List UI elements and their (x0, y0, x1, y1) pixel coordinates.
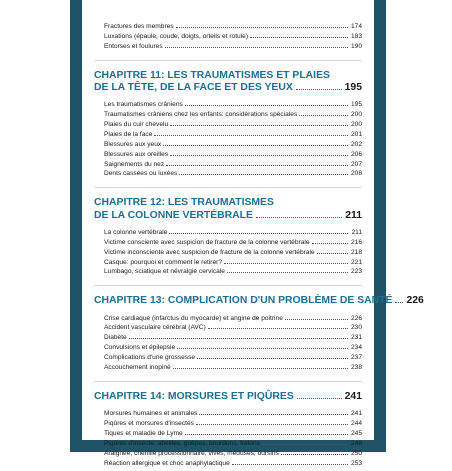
chapter-title-line1: CHAPITRE 12: LES TRAUMATISMES (94, 197, 274, 209)
section-divider (94, 187, 362, 188)
chapter-title: CHAPITRE 13: COMPLICATION D'UN PROBLÈME DE SANTÉ (94, 295, 393, 307)
toc-entry (94, 314, 362, 324)
leader-dots (129, 333, 348, 339)
entry-page: 231 (350, 334, 362, 342)
toc-entry (94, 32, 362, 42)
entry-page: 253 (350, 459, 362, 467)
entry-page: 200 (350, 120, 362, 128)
entry-title: Casque: pourquoi et comment le retirer? (104, 258, 223, 266)
chapter-page: 195 (344, 81, 362, 93)
leader-dots (173, 363, 348, 369)
section-divider (94, 285, 362, 286)
toc-entry (94, 42, 362, 52)
chapter-heading-12 (94, 197, 362, 221)
entry-page: 206 (350, 150, 362, 158)
leader-dots (250, 32, 348, 38)
leader-dots (227, 267, 348, 273)
leader-dots (176, 22, 348, 28)
entry-title: Tiques et maladie de Lyme (104, 429, 183, 437)
entry-title: Piqûres d'insecte: abeilles, guêpes, bourdons, frelons (104, 439, 260, 447)
entry-page: 230 (350, 324, 362, 332)
entry-title: Victime consciente avec suspicion de fracture de la colonne vertébrale (104, 238, 310, 246)
entry-title: Plaies de la face (104, 130, 153, 138)
entry-page: 190 (350, 42, 362, 50)
toc-entry (94, 363, 362, 373)
entry-title: Convulsions et épilepsie (104, 344, 176, 352)
toc-page (82, 0, 424, 467)
entry-page: 200 (350, 111, 362, 119)
toc-entry (94, 459, 362, 469)
chapter-12-entries (94, 228, 362, 280)
leader-dots (170, 150, 348, 156)
leader-dots (232, 459, 348, 465)
entry-title: Fractures des membres (104, 23, 174, 30)
entry-page: 226 (350, 314, 362, 322)
leader-dots (199, 409, 348, 415)
entry-page: 211 (351, 228, 362, 236)
entry-title: Accident vasculaire cérébral (AVC) (104, 324, 206, 332)
section-divider (94, 381, 362, 382)
chapter-page: 226 (406, 295, 424, 307)
leader-dots (163, 140, 348, 146)
leader-dots (262, 439, 348, 445)
chapter-title: DE LA TÊTE, DE LA FACE ET DES YEUX (94, 81, 293, 93)
entry-title: Piqûres et morsures d'insectes (104, 420, 194, 428)
entry-page: 216 (350, 238, 362, 246)
toc-entry (94, 248, 362, 258)
chapter-title-line1: CHAPITRE 11: LES TRAUMATISMES ET PLAIES (94, 69, 330, 81)
entry-page: 244 (350, 420, 362, 428)
entry-page: 223 (350, 268, 362, 276)
toc-entry (94, 238, 362, 248)
chapter-heading-11 (94, 70, 362, 94)
leader-dots (177, 343, 348, 349)
leader-dots (297, 391, 342, 399)
toc-entry (94, 150, 362, 160)
chapter-13-entries (94, 314, 362, 375)
toc-entry (94, 110, 362, 120)
entry-page: 238 (350, 364, 362, 372)
entry-page: 195 (350, 101, 362, 109)
entry-page: 241 (350, 410, 362, 418)
toc-entry (94, 419, 362, 429)
entry-title: Dents cassées ou luxées (104, 170, 178, 178)
entry-page: 248 (350, 439, 362, 447)
leader-dots (179, 169, 348, 175)
section-divider (94, 60, 362, 61)
toc-entry (94, 439, 362, 449)
toc-entry (94, 409, 362, 419)
chapter-11-entries (94, 100, 362, 181)
entry-page: 245 (350, 429, 362, 437)
entry-page: 207 (350, 160, 362, 168)
entry-page: 174 (350, 23, 362, 30)
entry-title: Réaction allergique et choc anaphylactique (104, 459, 230, 467)
chapter-heading-14 (94, 391, 362, 403)
chapter-page: 211 (345, 209, 362, 221)
entry-title: Complications d'une grossesse (104, 354, 196, 362)
entry-page: 201 (350, 130, 362, 138)
toc-entry (94, 140, 362, 150)
toc-entry (94, 267, 362, 277)
leader-dots (256, 210, 342, 218)
entry-page: 250 (350, 449, 362, 457)
leader-dots (312, 238, 349, 244)
leader-dots (317, 248, 348, 254)
toc-entry (94, 130, 362, 140)
entry-title: Crise cardiaque (infarctus du myocarde) et angine de poitrine (104, 314, 283, 322)
toc-entry (94, 160, 362, 170)
leader-dots (185, 100, 348, 106)
entry-page: 221 (350, 258, 362, 266)
toc-entry (94, 228, 362, 238)
chapter-title: DE LA COLONNE VERTÉBRALE (94, 209, 253, 221)
page-frame (70, 0, 424, 467)
entry-title: Victime inconsciente avec suspicion de fracture de la colonne vertébrale (104, 248, 315, 256)
entry-title: Entorses et foulures (104, 42, 163, 50)
chapter-page: 241 (344, 390, 362, 402)
entry-title: Diabète (104, 334, 127, 342)
toc-entry (94, 333, 362, 343)
leader-dots (395, 295, 403, 303)
entry-title: Morsures humaines et animales (104, 410, 198, 418)
leader-dots (165, 42, 348, 48)
toc-entry (94, 353, 362, 363)
toc-entry (94, 449, 362, 459)
leader-dots (208, 323, 348, 329)
entry-title: Blessures aux yeux (104, 140, 162, 148)
leader-dots (170, 120, 348, 126)
toc-entry (94, 429, 362, 439)
entry-title: Blessures aux oreilles (104, 150, 169, 158)
chapter-title: CHAPITRE 14: MORSURES ET PIQÛRES (94, 390, 294, 402)
entry-page: 234 (350, 344, 362, 352)
toc-entry (94, 323, 362, 333)
toc-entry (94, 169, 362, 179)
toc-entry (94, 100, 362, 110)
entry-title: Lumbago, sciatique et névralgie cervicale (104, 268, 225, 276)
entry-title: Saignements du nez (104, 160, 165, 168)
leader-dots (285, 314, 348, 320)
leader-dots (281, 449, 348, 455)
leader-dots (185, 429, 348, 435)
entry-page: 208 (350, 170, 362, 178)
entry-page: 183 (350, 32, 362, 40)
toc-entry (94, 258, 362, 268)
leader-dots (296, 82, 342, 90)
entry-title: Accouchement inopiné (104, 364, 171, 372)
leader-dots (154, 130, 348, 136)
leader-dots (169, 228, 348, 234)
toc-entry (94, 120, 362, 130)
chapter-heading-13 (94, 295, 424, 307)
entry-title: Araignée, chenille processionnaire, vives, méduses, oursins (104, 449, 279, 457)
entry-title: Les traumatismes crâniens (104, 101, 183, 109)
entry-title: Plaies du cuir chevelu (104, 120, 169, 128)
leader-dots (196, 419, 348, 425)
leader-dots (166, 160, 348, 166)
entry-title: Luxations (épaule, coude, doigts, orteils et rotule) (104, 32, 249, 40)
entry-page: 202 (350, 140, 362, 148)
leader-dots (224, 258, 348, 264)
leader-dots (197, 353, 348, 359)
entry-title: Traumatismes crâniens chez les enfants: considérations spéciales (104, 111, 298, 119)
toc-entry (94, 343, 362, 353)
toc-entry (94, 22, 362, 32)
entry-page: 237 (350, 354, 362, 362)
entry-title: La colonne vertébrale (104, 228, 168, 236)
leader-dots (299, 110, 348, 116)
intro-section (94, 22, 362, 54)
entry-page: 218 (350, 248, 362, 256)
chapter-14-entries (94, 409, 362, 470)
